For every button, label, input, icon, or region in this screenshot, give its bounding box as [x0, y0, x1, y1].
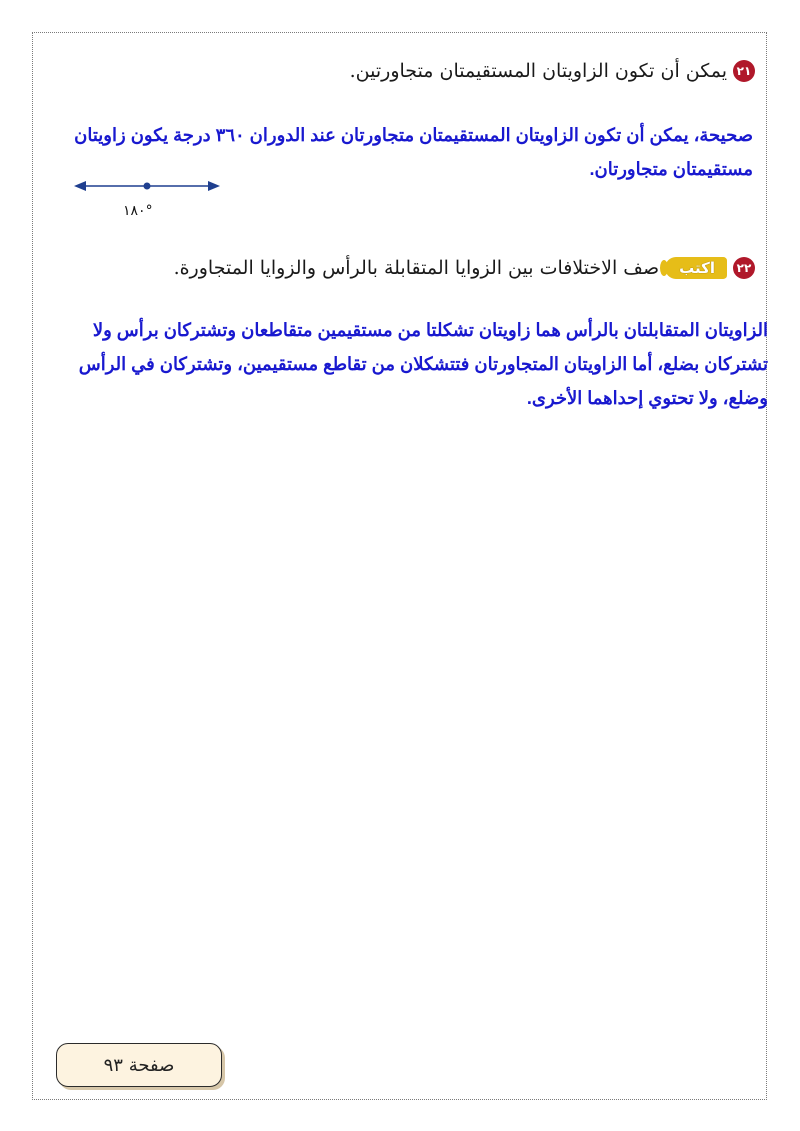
- page-number: صفحة ٩٣: [103, 1054, 175, 1076]
- question-number-badge: ٢١: [733, 60, 755, 82]
- vertex-point: [144, 183, 151, 190]
- question-statement: يمكن أن تكون الزاويتان المستقيمتان متجاورتين.: [349, 60, 727, 82]
- write-tag: اكتب: [665, 257, 727, 279]
- right-arrowhead: [208, 181, 220, 191]
- question-22: [174, 257, 755, 279]
- page-number-box: [56, 1043, 222, 1087]
- question-21: [350, 60, 755, 82]
- angle-label: °١٨٠: [123, 203, 153, 219]
- question-statement: صف الاختلافات بين الزوايا المتقابلة بالرأس والزوايا المتجاورة.: [173, 257, 660, 279]
- answer-22: الزاويتان المتقابلتان بالرأس هما زاويتان تشكلتا من مستقيمين متقاطعان وتشتركان برأس ولا تشتركان بضلع، أما الزاويتان المتجاورتان فتتشكلان من تقاطع مستقيمين، وتشتركان في الرأس وضلع، ولا تحتوي إحداهما الأخرى.: [78, 320, 768, 408]
- answer-21: صحيحة، يمكن أن تكون الزاويتان المستقيمتان متجاورتان عند الدوران ٣٦٠ درجة يكون زاويتان مستقيمتان متجاورتان.: [74, 125, 753, 179]
- question-number-badge: ٢٢: [733, 257, 755, 279]
- left-arrowhead: [74, 181, 86, 191]
